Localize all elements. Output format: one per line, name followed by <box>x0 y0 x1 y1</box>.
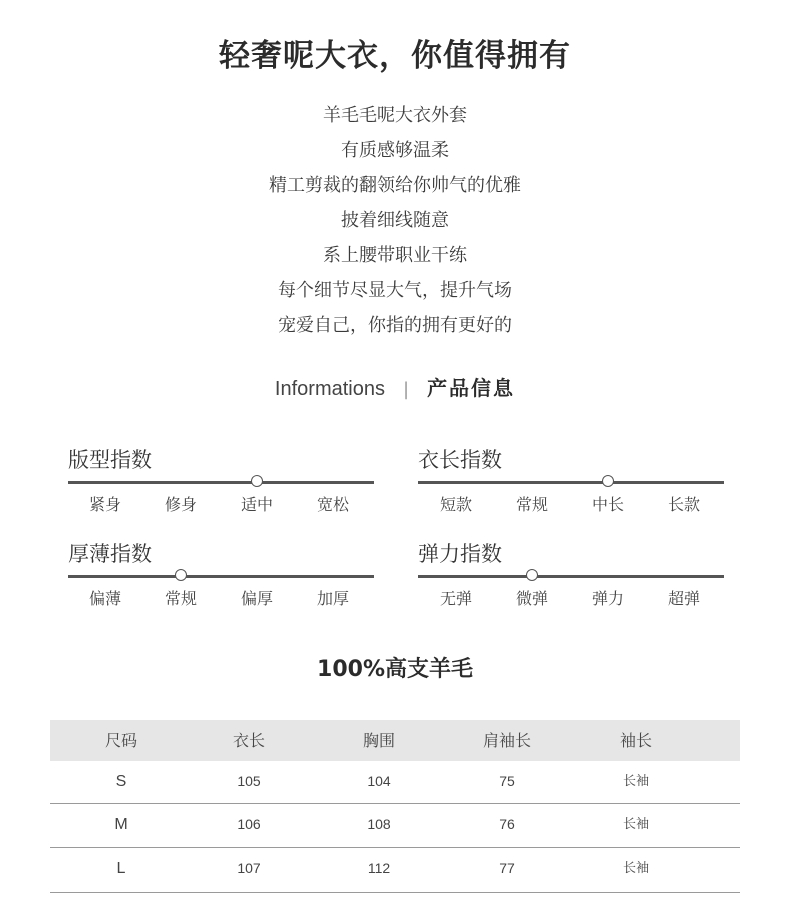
index-title: 版型指数 <box>68 448 152 472</box>
index-title: 弹力指数 <box>418 542 502 566</box>
table-cell: 77 <box>499 860 515 876</box>
info-heading <box>0 373 790 405</box>
index-option: 弹力 <box>591 589 624 608</box>
table-row <box>50 761 740 804</box>
header-cell: 衣长 <box>232 731 265 750</box>
index-option: 短款 <box>439 495 472 514</box>
poem-line: 羊毛毛呢大衣外套 <box>323 105 467 126</box>
index-option: 超弹 <box>667 589 700 608</box>
index-option: 紧身 <box>88 495 121 514</box>
table-cell: 107 <box>237 860 261 876</box>
elasticity-index <box>418 540 724 620</box>
index-track <box>68 575 374 578</box>
index-track <box>68 481 374 484</box>
index-knob <box>251 475 263 487</box>
poem-line: 每个细节尽显大气，提升气场 <box>278 280 512 301</box>
index-knob <box>602 475 614 487</box>
thickness-index <box>68 540 374 620</box>
info-english: Informations <box>274 378 385 400</box>
size-table-header <box>50 720 740 761</box>
index-option: 修身 <box>164 495 197 514</box>
index-title: 衣长指数 <box>418 448 502 472</box>
index-title: 厚薄指数 <box>68 542 152 566</box>
size-table <box>50 720 740 893</box>
table-cell: 长袖 <box>622 817 649 832</box>
table-cell: M <box>114 816 128 833</box>
index-option: 无弹 <box>439 589 472 608</box>
index-option: 常规 <box>515 495 548 514</box>
index-option: 中长 <box>591 495 624 514</box>
poem-line: 系上腰带职业干练 <box>323 245 467 266</box>
table-cell: 112 <box>367 860 391 876</box>
table-cell: 长袖 <box>622 774 649 789</box>
index-option: 加厚 <box>316 589 349 608</box>
index-option: 微弹 <box>515 589 548 608</box>
material-title: 100%高支羊毛 <box>317 657 473 682</box>
index-option: 适中 <box>240 495 273 514</box>
index-knob <box>526 569 538 581</box>
table-cell: 长袖 <box>622 861 649 876</box>
index-option: 偏薄 <box>88 589 121 608</box>
description-poem <box>0 98 790 343</box>
headline: 轻奢呢大衣，你值得拥有 <box>219 38 571 74</box>
index-track <box>418 575 724 578</box>
header-cell: 袖长 <box>619 731 652 750</box>
table-cell: 76 <box>499 816 515 832</box>
table-cell: S <box>115 773 127 790</box>
header-cell: 胸围 <box>362 731 395 750</box>
index-knob <box>175 569 187 581</box>
index-option: 宽松 <box>316 495 349 514</box>
table-cell: 104 <box>367 773 391 789</box>
table-cell: 75 <box>499 773 515 789</box>
poem-line: 宠爱自己，你指的拥有更好的 <box>278 315 512 336</box>
header-cell: 肩袖长 <box>482 731 531 750</box>
fit-index <box>68 446 374 526</box>
index-option: 偏厚 <box>240 589 273 608</box>
table-row <box>50 804 740 848</box>
index-track <box>418 481 724 484</box>
header-cell: 尺码 <box>104 731 137 750</box>
poem-line: 有质感够温柔 <box>341 140 449 161</box>
table-cell: 108 <box>367 816 391 832</box>
index-option: 常规 <box>164 589 197 608</box>
length-index <box>418 446 724 526</box>
info-chinese: 产品信息 <box>427 376 516 400</box>
table-row <box>50 848 740 893</box>
table-cell: L <box>116 860 126 877</box>
info-separator: | <box>402 379 410 400</box>
poem-line: 精工剪裁的翻领给你帅气的优雅 <box>269 175 521 196</box>
table-cell: 105 <box>237 773 261 789</box>
table-cell: 106 <box>237 816 261 832</box>
index-option: 长款 <box>667 495 700 514</box>
poem-line: 披着细线随意 <box>341 210 449 231</box>
